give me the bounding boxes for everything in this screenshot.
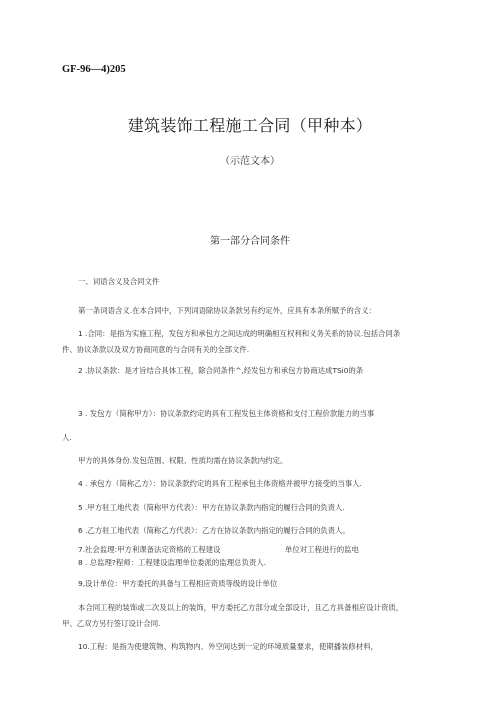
clause-3-line-3: 甲方的具体身份.发包范围、权限、性质均需在协议条款内约定。 (78, 456, 288, 465)
clause-9: 9,设计单位：甲方委托的具备与工程相应资质等级的设计单位 (78, 579, 278, 588)
document-subtitle: （示范文本） (220, 156, 280, 167)
section-heading: 一、词语含义及合同文件 (78, 277, 160, 286)
clause-1-line-1: 1 .合同：是指为实施工程，发包方和承包方之间达成的明确相互权利和义务关系的协议.包括合同条 (78, 329, 401, 338)
clause-1-line-2: 件、协议条款以及双方协商同意的与合同有关的全部文件. (62, 345, 250, 354)
paragraph-line-2: 甲、乙双方另行签订设计合同. (62, 619, 161, 628)
clause-3-line-1: 3 . 发包方（简称甲方）：协议条款约定的具有工程发包主体资格和支付工程价款能力的当事 (78, 409, 375, 418)
paragraph-line-1: 本合同工程的装饰或二次及以上的装饰，甲方委托乙方部分或全部设计，且乙方具备相应设计资质， (78, 603, 404, 612)
clause-3-line-2: 人. (62, 433, 72, 442)
document-title: 建筑装饰工程施工合同（甲种本） (127, 116, 373, 135)
article-intro: 第一条词语含义.在本合同中，下列词语除协议条款另有约定外，应具有本条所赋予的含义： (78, 306, 376, 315)
clause-6: 6 .乙方驻工地代表（简称乙方代表）：乙方在协议条款内指定的履行合同的负责人。 (78, 526, 350, 535)
clause-7-part-b: 单位对工程进行的监电 (285, 545, 359, 554)
clause-2: 2 .协议条款：是才旨结合具体工程，除合同条件^,经发包方和承包方协商达成TSi0的条 (78, 366, 364, 375)
clause-8: 8 . 总监理?程师：工程建设监理单位委派的监理总负责人. (78, 558, 267, 567)
document-code: GF-96—4)205 (62, 64, 126, 75)
clause-7-part-a: 7.社会监理:甲方利课备法定资格的工程建设 (78, 545, 221, 554)
clause-5: 5 .甲方驻工地代表（简称甲方代表）：甲方在协议条款内指定的履行合同的负责人. (78, 503, 345, 512)
part-title: 第一部分合同条件 (210, 236, 290, 247)
clause-4: 4 . 承包方（简称乙方）：协议条款约定的具有工程承包主体资格并被甲方接受的当事人. (78, 479, 362, 488)
clause-10: 10.工程：是指为使建筑物、构筑物内、外空间达到一定的环境质量要求，使期播装修材料， (78, 642, 378, 651)
